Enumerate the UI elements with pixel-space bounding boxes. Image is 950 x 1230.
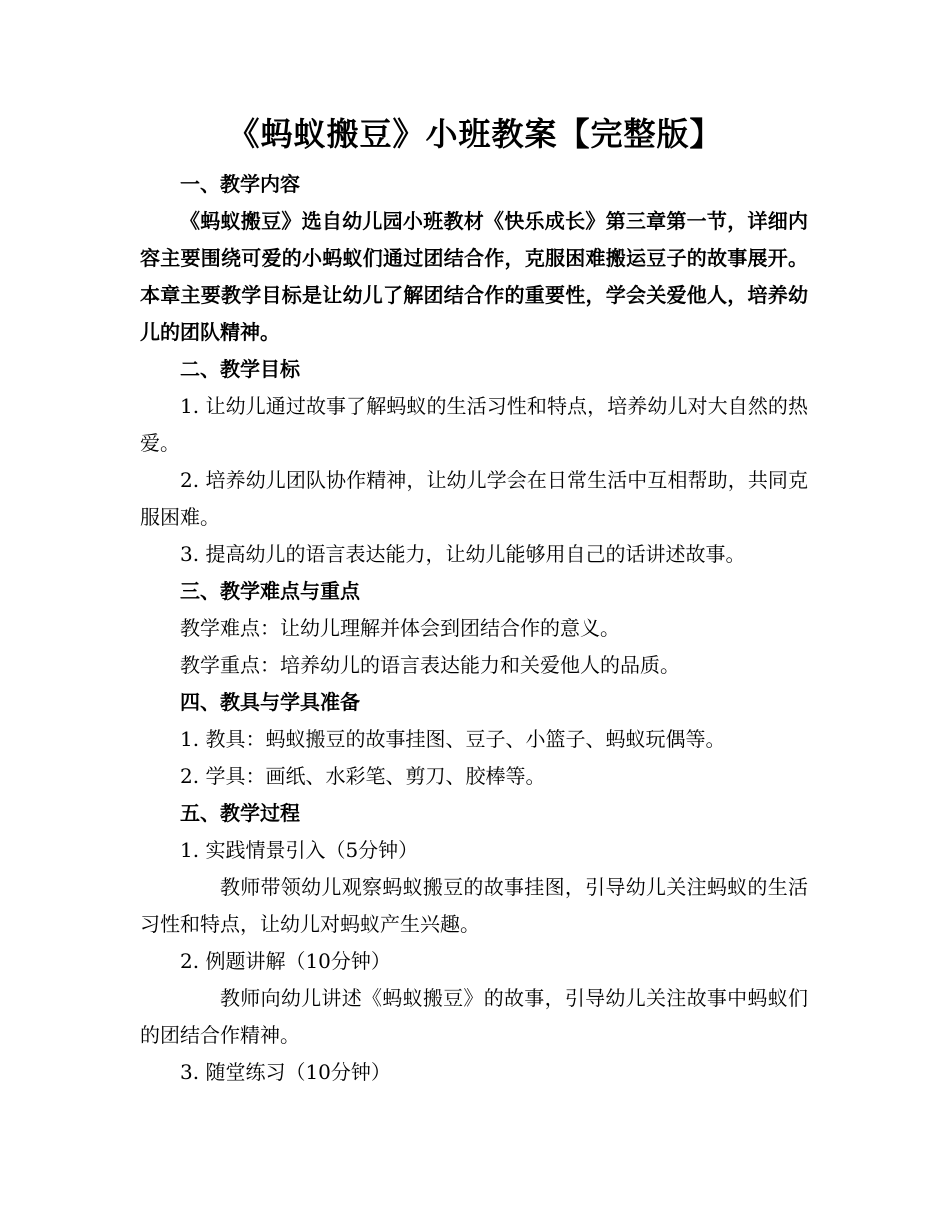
section-heading-teaching-content: 一、教学内容: [180, 172, 300, 196]
teaching-goal-item: 1. 让幼儿通过故事了解蚂蚁的生活习性和特点，培养幼儿对大自然的热爱。: [140, 394, 808, 455]
materials-item: 2. 学具：画纸、水彩笔、剪刀、胶棒等。: [180, 764, 546, 788]
process-step-title: 2. 例题讲解（10分钟）: [180, 949, 391, 973]
teaching-goal-item: 3. 提高幼儿的语言表达能力，让幼儿能够用自己的话讲述故事。: [180, 542, 746, 566]
document-title: 《蚂蚁搬豆》小班教案【完整版】: [227, 115, 723, 153]
process-step-title: 1. 实践情景引入（5分钟）: [180, 838, 419, 862]
materials-item: 1. 教具：蚂蚁搬豆的故事挂图、豆子、小篮子、蚂蚁玩偶等。: [180, 727, 726, 751]
document-body: [140, 166, 808, 1091]
process-step-text: 教师向幼儿讲述《蚂蚁搬豆》的故事，引导幼儿关注故事中蚂蚁们的团结合作精神。: [140, 986, 808, 1047]
section-heading-teaching-goals: 二、教学目标: [180, 357, 300, 381]
process-step-text: 教师带领幼儿观察蚂蚁搬豆的故事挂图，引导幼儿关注蚂蚁的生活习性和特点，让幼儿对蚂蚁产生兴趣。: [140, 875, 808, 936]
process-step-title: 3. 随堂练习（10分钟）: [180, 1060, 391, 1084]
section-heading-difficulty-focus: 三、教学难点与重点: [180, 579, 360, 603]
teaching-goal-item: 2. 培养幼儿团队协作精神，让幼儿学会在日常生活中互相帮助，共同克服困难。: [140, 468, 808, 529]
teaching-difficulty: 教学难点：让幼儿理解并体会到团结合作的意义。: [180, 616, 620, 640]
section-heading-teaching-process: 五、教学过程: [180, 801, 300, 825]
teaching-content-paragraph: 《蚂蚁搬豆》选自幼儿园小班教材《快乐成长》第三章第一节，详细内容主要围绕可爱的小蚂蚁们通过团结合作，克服困难搬运豆子的故事展开。本章主要教学目标是让幼儿了解团结合作的重要性，学会关爱他人，培养幼儿的团队精神。: [140, 209, 808, 344]
teaching-focus: 教学重点：培养幼儿的语言表达能力和关爱他人的品质。: [180, 653, 680, 677]
section-heading-materials: 四、教具与学具准备: [180, 690, 360, 714]
